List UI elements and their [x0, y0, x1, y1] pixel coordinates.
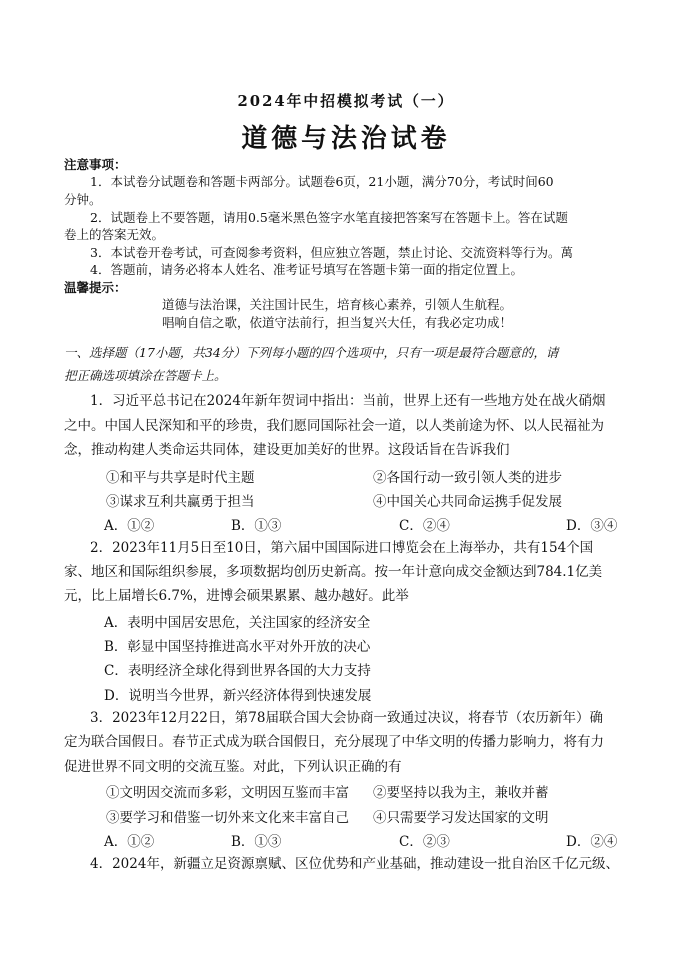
choice-b: B．①③: [231, 834, 282, 850]
question-1-text: 之中。中国人民深知和平的珍贵，我们愿同国际社会一道，以人类前途为怀、以人民福祉为: [64, 418, 604, 434]
exam-title: 2024年中招模拟考试（一）: [237, 93, 455, 110]
subject-title: 道德与法治试卷: [241, 124, 451, 154]
tips-line: 唱响自信之歌，依道守法前行，担当复兴大任，有我必定功成！: [162, 315, 513, 330]
choice-a: A．①②: [104, 518, 155, 534]
question-4-text: 4．2024年，新疆立足资源禀赋、区位优势和产业基础，推动建设一批自治区千亿元级、: [90, 856, 619, 872]
choice-b: B．彰显中国坚持推进高水平对外开放的决心: [104, 639, 371, 655]
statement-1: ①文明因交流而多彩，文明因互鉴而丰富: [106, 785, 349, 801]
question-1-text: 念，推动构建人类命运共同体，建设更加美好的世界。这段话旨在告诉我们: [64, 442, 510, 458]
statement-2: ②各国行动一致引领人类的进步: [373, 470, 562, 486]
choice-c: C．②④: [399, 518, 450, 534]
tips-line: 道德与法治课，关注国计民生，培育核心素养，引领人生航程。: [162, 297, 513, 312]
statement-4: ④只需要学习发达国家的文明: [373, 810, 549, 826]
notice-heading: 注意事项：: [64, 157, 127, 172]
notice-line: 4．答题前，请务必将本人姓名、准考证号填写在答题卡第一面的指定位置上。: [90, 262, 523, 277]
choice-a: A．表明中国居安思危，关注国家的经济安全: [104, 615, 371, 631]
section-heading: 一、选择题（17小题，共34分）下列每小题的四个选项中，只有一项是最符合题意的，请: [64, 345, 559, 360]
choice-c: C．表明经济全球化得到世界各国的大力支持: [104, 663, 371, 679]
notice-line: 卷上的答案无效。: [64, 227, 165, 242]
question-1-text: 1．习近平总书记在2024年新年贺词中指出：当前，世界上还有一些地方处在战火硝烟: [90, 393, 606, 409]
choice-c: C．②③: [399, 834, 450, 850]
statement-4: ④中国关心共同命运携手促发展: [373, 494, 562, 510]
question-3-text: 促进世界不同文明的交流互鉴。对此，下列认识正确的有: [64, 759, 402, 775]
question-2-text: 家、地区和国际组织参展，多项数据均创历史新高。按一年计意向成交金额达到784.1亿美: [64, 564, 603, 580]
choice-b: B．①③: [231, 518, 282, 534]
statement-1: ①和平与共享是时代主题: [106, 470, 255, 486]
question-3-text: 3．2023年12月22日，第78届联合国大会协商一致通过决议，将春节（农历新年）确: [90, 710, 603, 726]
choice-d: D．③④: [566, 518, 618, 534]
choice-d: D．②④: [566, 834, 618, 850]
notice-line: 3．本试卷开卷考试，可查阅参考资料，但应独立答题，禁止讨论、交流资料等行为。萬: [90, 245, 573, 260]
section-heading-cont: 把正确选项填涂在答题卡上。: [64, 368, 227, 383]
notice-line: 分钟。: [64, 192, 102, 207]
question-3-text: 定为联合国假日。春节正式成为联合国假日，充分展现了中华文明的传播力影响力，将有力: [64, 734, 604, 750]
choice-a: A．①②: [104, 834, 155, 850]
statement-3: ③要学习和借鉴一切外来文化来丰富自己: [106, 810, 349, 826]
statement-2: ②要坚持以我为主，兼收并蓄: [373, 785, 549, 801]
question-2-text: 元，比上届增长6.7%，进博会硕果累累、越办越好。此举: [64, 588, 409, 604]
question-2-text: 2．2023年11月5日至10日，第六届中国国际进口博览会在上海举办，共有154个国: [90, 540, 594, 556]
statement-3: ③谋求互利共赢勇于担当: [106, 494, 255, 510]
choice-d: D．说明当今世界，新兴经济体得到快速发展: [104, 688, 372, 704]
notice-line: 1．本试卷分试题卷和答题卡两部分。试题卷6页，21小题，满分70分，考试时间60: [90, 174, 554, 189]
notice-line: 2．试题卷上不要答题，请用0.5毫米黑色签字水笔直接把答案写在答题卡上。答在试题: [90, 210, 568, 225]
tips-heading: 温馨提示：: [64, 280, 127, 295]
